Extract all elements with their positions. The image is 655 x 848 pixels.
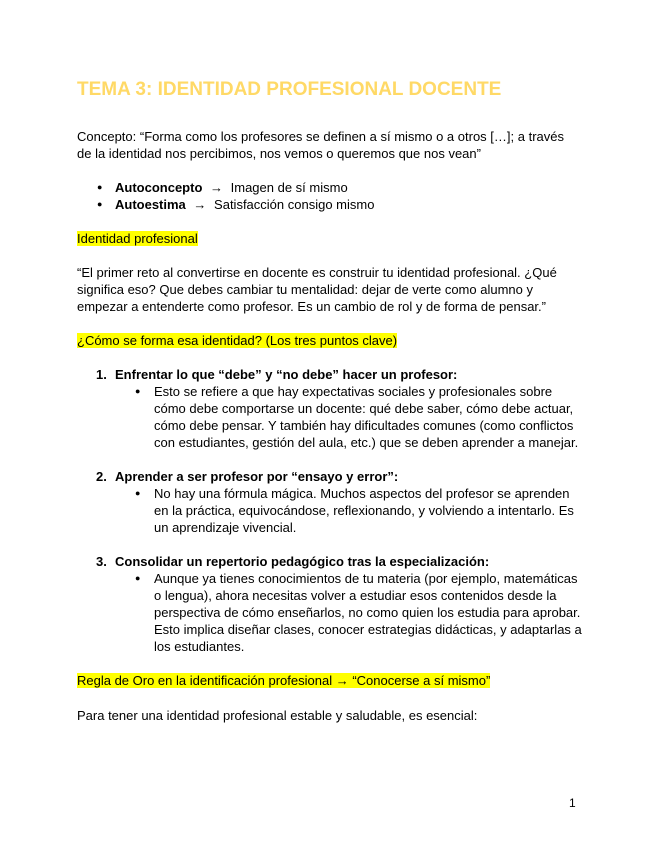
point-item-2 [77,468,582,536]
point-heading [77,553,582,570]
point-item-3 [77,553,582,655]
quote-paragraph: “El primer reto al convertirse en docente es construir tu identidad profesional. ¿Qué significa eso? Que debes cambiar tu mentalidad: dejar de verte como alumno y empezar a entenderte como profesor. Es un cambio de rol y de forma de pensar.” [77,265,557,314]
point-heading-text: Enfrentar lo que “debe” y “no debe” hacer un profesor: [115,367,458,382]
identidad-heading [77,230,582,247]
highlighted-text: Identidad profesional [77,231,198,246]
point-description: ● Aunque ya tienes conocimientos de tu materia (por ejemplo, matemáticas o lengua), ahora necesitas volver a estudiar esos contenidos desde la perspectiva de cómo enseñarlos, no como quien los estudia para aprobar. Esto implica diseñar clases, conocer estrategias didácticas, y adaptarlas a los estudiantes. [77,570,582,655]
point-heading [77,468,582,485]
point-heading-text: Consolidar un repertorio pedagógico tras la especialización: [115,554,490,569]
point-description: ● No hay una fórmula mágica. Muchos aspectos del profesor se aprenden en la práctica, equivocándose, reflexionando, y volviendo a intentarlo. Es un aprendizaje vivencial. [77,485,582,536]
bullet-desc: Imagen de sí mismo [230,180,348,195]
regla-heading [77,672,582,689]
point-item-1 [77,366,582,451]
point-description: ● Esto se refiere a que hay expectativas sociales y profesionales sobre cómo debe comportarse un docente: qué debe saber, cómo debe actuar, cómo debe pensar. Y también hay dificultades comunes (como conflictos con estudiantes, gestión del aula, etc.) que se deben aprender a manejar. [77,383,582,451]
point-number: 2. [96,469,107,484]
concept-bullet-list [77,179,582,213]
arrow-icon: → [193,197,207,212]
highlighted-text: ¿Cómo se forma esa identidad? (Los tres puntos clave) [77,333,398,348]
point-number: 1. [96,367,107,382]
point-heading [77,366,582,383]
bullet-desc: Satisfacción consigo mismo [214,197,375,212]
point-number: 3. [96,554,107,569]
list-item [77,196,582,213]
para-paragraph: Para tener una identidad profesional estable y saludable, es esencial: [77,708,478,723]
document-title: TEMA 3: IDENTIDAD PROFESIONAL DOCENTE [77,79,502,100]
como-heading [77,332,582,349]
concepto-paragraph: Concepto: “Forma como los profesores se definen a sí mismo o a otros […]; a través de la identidad nos percibimos, nos vemos o queremos que nos vean” [77,129,564,161]
highlighted-text: Regla de Oro en la identificación profesional → “Conocerse a sí mismo” [77,673,491,688]
page-number: 1 [569,796,576,810]
list-item [77,179,582,196]
arrow-icon: → [210,180,224,195]
bullet-term: Autoconcepto [115,180,203,195]
bullet-term: Autoestima [115,197,186,212]
point-heading-text: Aprender a ser profesor por “ensayo y error”: [115,469,399,484]
